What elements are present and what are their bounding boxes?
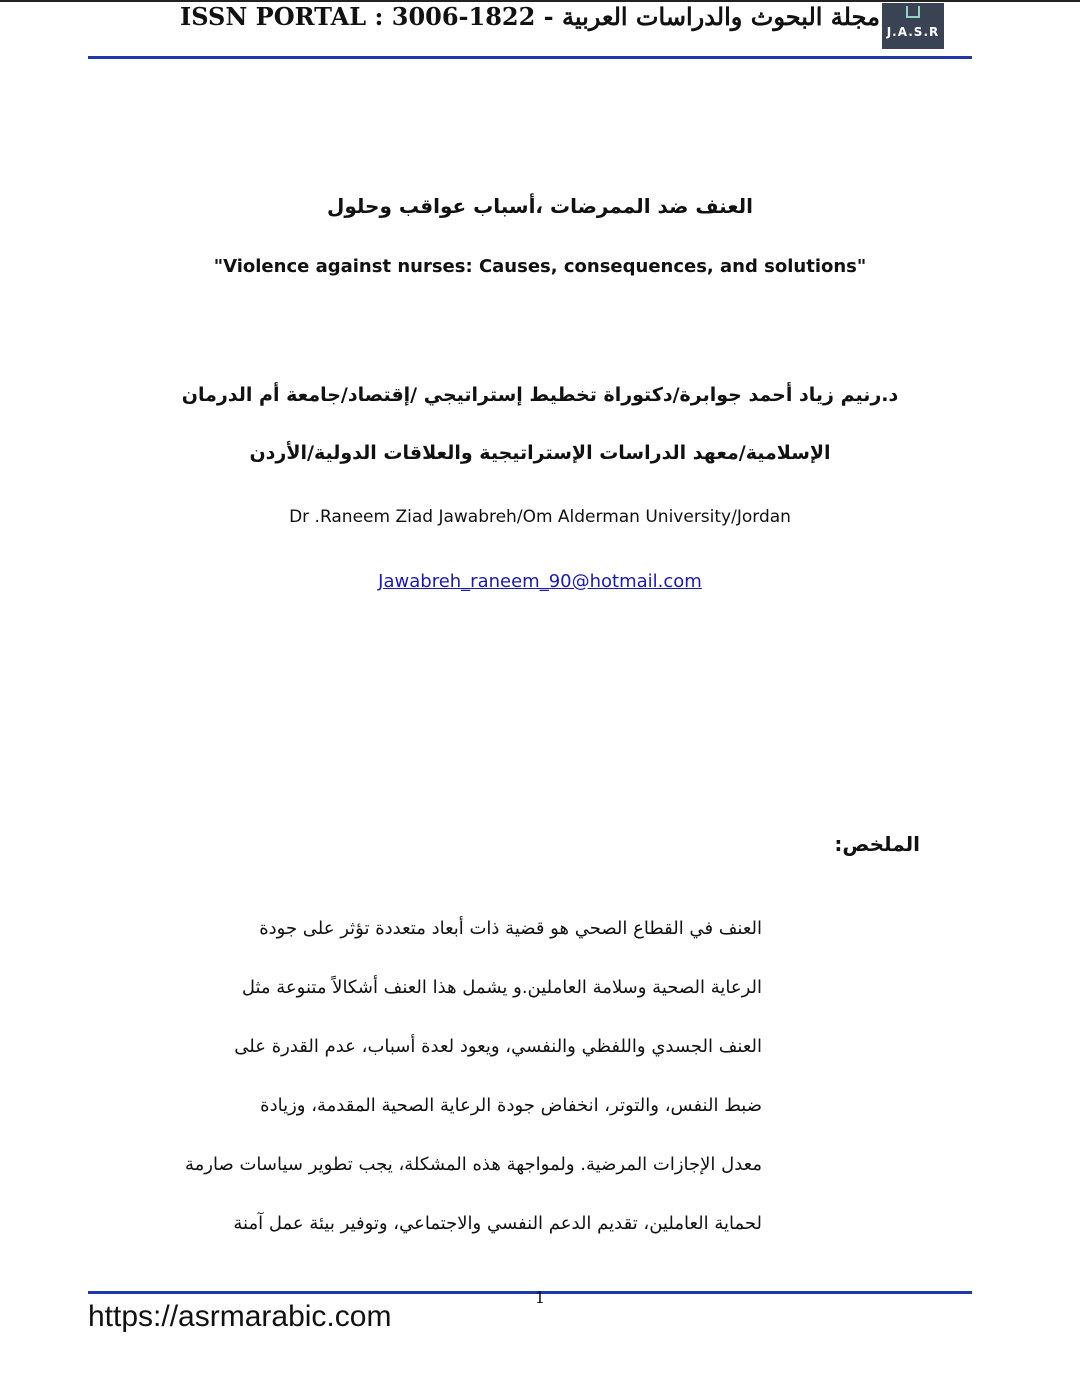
abstract-line: معدل الإجازات المرضية. ولمواجهة هذه المشكلة، يجب تطوير سياسات صارمة (185, 1154, 762, 1175)
logo-text: J.A.S.R (886, 25, 940, 39)
abstract-line: الرعاية الصحية وسلامة العاملين.و يشمل هذا العنف أشكالاً متنوعة مثل (241, 977, 762, 998)
header-divider (88, 56, 972, 59)
author-email-container (0, 571, 1080, 592)
author-affiliation-english: Dr .Raneem Ziad Jawabreh/Om Alderman University/Jordan (289, 507, 791, 527)
journal-logo (882, 3, 944, 49)
abstract-line: ضبط النفس، والتوتر، انخفاض جودة الرعاية الصحية المقدمة، وزيادة (260, 1095, 762, 1116)
footer-website-url: https://asrmarabic.com (88, 1300, 392, 1333)
book-icon (906, 6, 920, 18)
author-affiliation-arabic-line2: الإسلامية/معهد الدراسات الإستراتيجية والعلاقات الدولية/الأردن (249, 442, 831, 464)
page-number: 1 (534, 1288, 546, 1307)
author-email-link[interactable]: Jawabreh_raneem_90@hotmail.com (378, 571, 702, 592)
abstract-body (150, 910, 762, 1264)
author-affiliation-arabic-line1: د.رنيم زياد أحمد جوابرة/دكتوراة تخطيط إستراتيجي /إقتصاد/جامعة أم الدرمان (181, 384, 899, 406)
journal-header-title: ISSN PORTAL : 3006-1822 - مجلة البحوث والدراسات العربية (180, 2, 880, 31)
abstract-line: العنف في القطاع الصحي هو قضية ذات أبعاد متعددة تؤثر على جودة (259, 918, 762, 939)
article-title-arabic: العنف ضد الممرضات ،أسباب عواقب وحلول (326, 194, 753, 218)
abstract-heading: الملخص: (834, 832, 920, 856)
article-title-english: "Violence against nurses: Causes, consequences, and solutions" (213, 256, 867, 277)
abstract-line: العنف الجسدي واللفظي والنفسي، ويعود لعدة أسباب، عدم القدرة على (234, 1036, 762, 1057)
abstract-line: لحماية العاملين، تقديم الدعم النفسي والاجتماعي، وتوفير بيئة عمل آمنة (233, 1213, 762, 1234)
